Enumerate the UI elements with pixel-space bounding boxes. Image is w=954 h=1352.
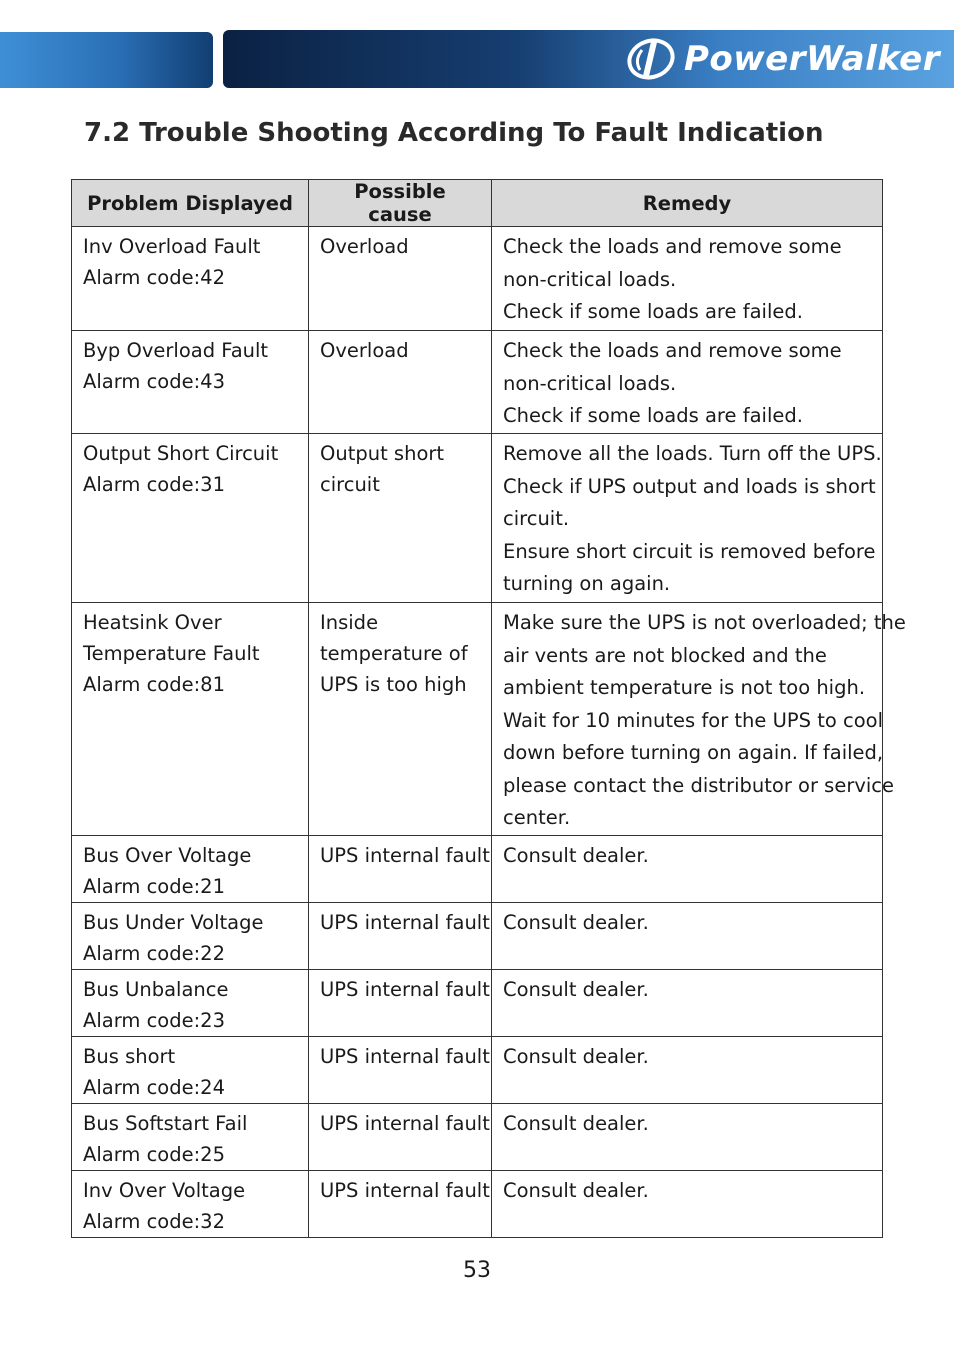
cause-cell [309, 969, 492, 1036]
remedy-cell-line: Check the loads and remove some [503, 235, 842, 258]
remedy-cell-line: center. [503, 806, 571, 829]
column-header-remedy: Remedy [492, 180, 883, 227]
problem-cell-line: Alarm code:42 [83, 266, 225, 289]
problem-cell-line: Heatsink Over [83, 611, 222, 634]
problem-cell-line: Temperature Fault [83, 642, 260, 665]
remedy-cell [492, 603, 906, 836]
problem-cell [72, 1103, 309, 1170]
problem-cell-line: Alarm code:32 [83, 1209, 225, 1233]
problem-cell [72, 227, 309, 331]
cause-cell-line: temperature of [320, 642, 468, 665]
remedy-cell-line: Ensure short circuit is removed before [503, 539, 876, 563]
problem-cell [72, 835, 309, 902]
problem-cell-line: Alarm code:43 [83, 370, 225, 393]
problem-cell-line: Byp Overload Fault [83, 339, 269, 362]
remedy-cell [492, 1170, 883, 1237]
table-body [72, 227, 906, 1238]
trouble-shooting-table [71, 179, 906, 1238]
table-row [72, 1036, 883, 1103]
power-logo-icon [624, 36, 680, 82]
cause-cell [309, 1103, 492, 1170]
header-main-bar [223, 30, 954, 88]
remedy-cell-line: air vents are not blocked and the [503, 643, 827, 667]
remedy-cell-line: Consult dealer. [503, 1044, 649, 1068]
remedy-cell [492, 969, 883, 1036]
cause-cell-line: UPS is too high [320, 673, 467, 696]
cause-cell-line: UPS internal fault [320, 910, 490, 934]
problem-cell-line: Bus Softstart Fail [83, 1111, 248, 1135]
remedy-cell-line: Wait for 10 minutes for the UPS to cool [503, 708, 883, 732]
remedy-cell-line: please contact the distributor or service [503, 773, 895, 797]
remedy-cell-line: Remove all the loads. Turn off the UPS. [503, 442, 882, 465]
remedy-cell-line: Check if some loads are failed. [503, 300, 803, 323]
remedy-cell-line: Check if UPS output and loads is short [503, 474, 876, 498]
table-row [72, 603, 883, 836]
cause-cell [309, 835, 492, 902]
table-row [72, 902, 883, 969]
problem-cell [72, 1036, 309, 1103]
remedy-cell-line: non-critical loads. [503, 267, 677, 291]
remedy-cell-line: Check the loads and remove some [503, 339, 842, 362]
table-row [72, 434, 883, 603]
cause-cell [309, 1170, 492, 1237]
problem-cell-line: Alarm code:23 [83, 1008, 225, 1032]
problem-cell-line: Bus Over Voltage [83, 843, 252, 867]
problem-cell-line: Output Short Circuit [83, 442, 279, 465]
problem-cell-line: Bus Under Voltage [83, 910, 264, 934]
problem-cell-line: Alarm code:25 [83, 1142, 225, 1166]
section-title: 7.2 Trouble Shooting According To Fault Indication [84, 118, 824, 148]
remedy-cell-line: Consult dealer. [503, 1111, 649, 1135]
problem-cell [72, 331, 309, 434]
cause-cell-line: UPS internal fault [320, 1111, 490, 1135]
cause-cell-line: UPS internal fault [320, 1044, 490, 1068]
remedy-cell-line: Consult dealer. [503, 910, 649, 934]
cause-cell-line: UPS internal fault [320, 977, 490, 1001]
table-row [72, 227, 883, 331]
column-header-cause: Possible cause [309, 180, 492, 227]
remedy-cell [492, 835, 883, 902]
remedy-cell [492, 1103, 883, 1170]
problem-cell [72, 1170, 309, 1237]
cause-cell-line: Overload [320, 235, 409, 258]
remedy-cell [492, 331, 883, 434]
problem-cell-line: Alarm code:81 [83, 673, 225, 696]
table-header-row [72, 180, 883, 227]
remedy-cell-line: down before turning on again. If failed, [503, 741, 884, 764]
cause-cell-line: Overload [320, 339, 409, 362]
problem-cell-line: Alarm code:31 [83, 473, 225, 496]
problem-cell-line: Inv Overload Fault [83, 235, 261, 258]
cause-cell-line: Inside [320, 611, 379, 634]
cause-cell [309, 603, 492, 836]
remedy-cell-line: Consult dealer. [503, 843, 649, 867]
remedy-cell-line: turning on again. [503, 572, 671, 595]
remedy-cell-line: ambient temperature is not too high. [503, 676, 866, 699]
cause-cell [309, 331, 492, 434]
page-number: 53 [463, 1258, 491, 1283]
remedy-cell-line: Consult dealer. [503, 1178, 649, 1202]
problem-cell [72, 902, 309, 969]
cause-cell [309, 434, 492, 603]
problem-cell-line: Bus Unbalance [83, 977, 229, 1001]
problem-cell-line: Alarm code:24 [83, 1075, 225, 1099]
problem-cell [72, 434, 309, 603]
table-row [72, 969, 883, 1036]
cause-cell-line: UPS internal fault [320, 843, 490, 867]
remedy-cell-line: Check if some loads are failed. [503, 404, 803, 427]
cause-cell [309, 1036, 492, 1103]
remedy-cell [492, 434, 883, 603]
cause-cell-line: UPS internal fault [320, 1178, 490, 1202]
table-row [72, 1170, 883, 1237]
table-row [72, 1103, 883, 1170]
problem-cell-line: Bus short [83, 1044, 176, 1068]
remedy-cell-line: non-critical loads. [503, 371, 677, 395]
remedy-cell [492, 1036, 883, 1103]
problem-cell-line: Inv Over Voltage [83, 1178, 246, 1202]
cause-cell-line: Output short [320, 442, 445, 465]
cause-cell [309, 902, 492, 969]
problem-cell-line: Alarm code:22 [83, 941, 225, 965]
column-header-problem: Problem Displayed [72, 180, 309, 227]
page-header [0, 30, 954, 90]
table-row [72, 331, 883, 434]
remedy-cell-line: circuit. [503, 507, 570, 530]
header-left-bar [0, 32, 213, 88]
table-row [72, 835, 883, 902]
problem-cell [72, 603, 309, 836]
problem-cell [72, 969, 309, 1036]
remedy-cell-line: Make sure the UPS is not overloaded; the [503, 611, 906, 634]
cause-cell [309, 227, 492, 331]
cause-cell-line: circuit [320, 473, 380, 496]
brand-logo [624, 36, 940, 82]
remedy-cell [492, 227, 883, 331]
remedy-cell [492, 902, 883, 969]
problem-cell-line: Alarm code:21 [83, 874, 225, 898]
brand-name: PowerWalker [683, 39, 940, 79]
remedy-cell-line: Consult dealer. [503, 977, 649, 1001]
